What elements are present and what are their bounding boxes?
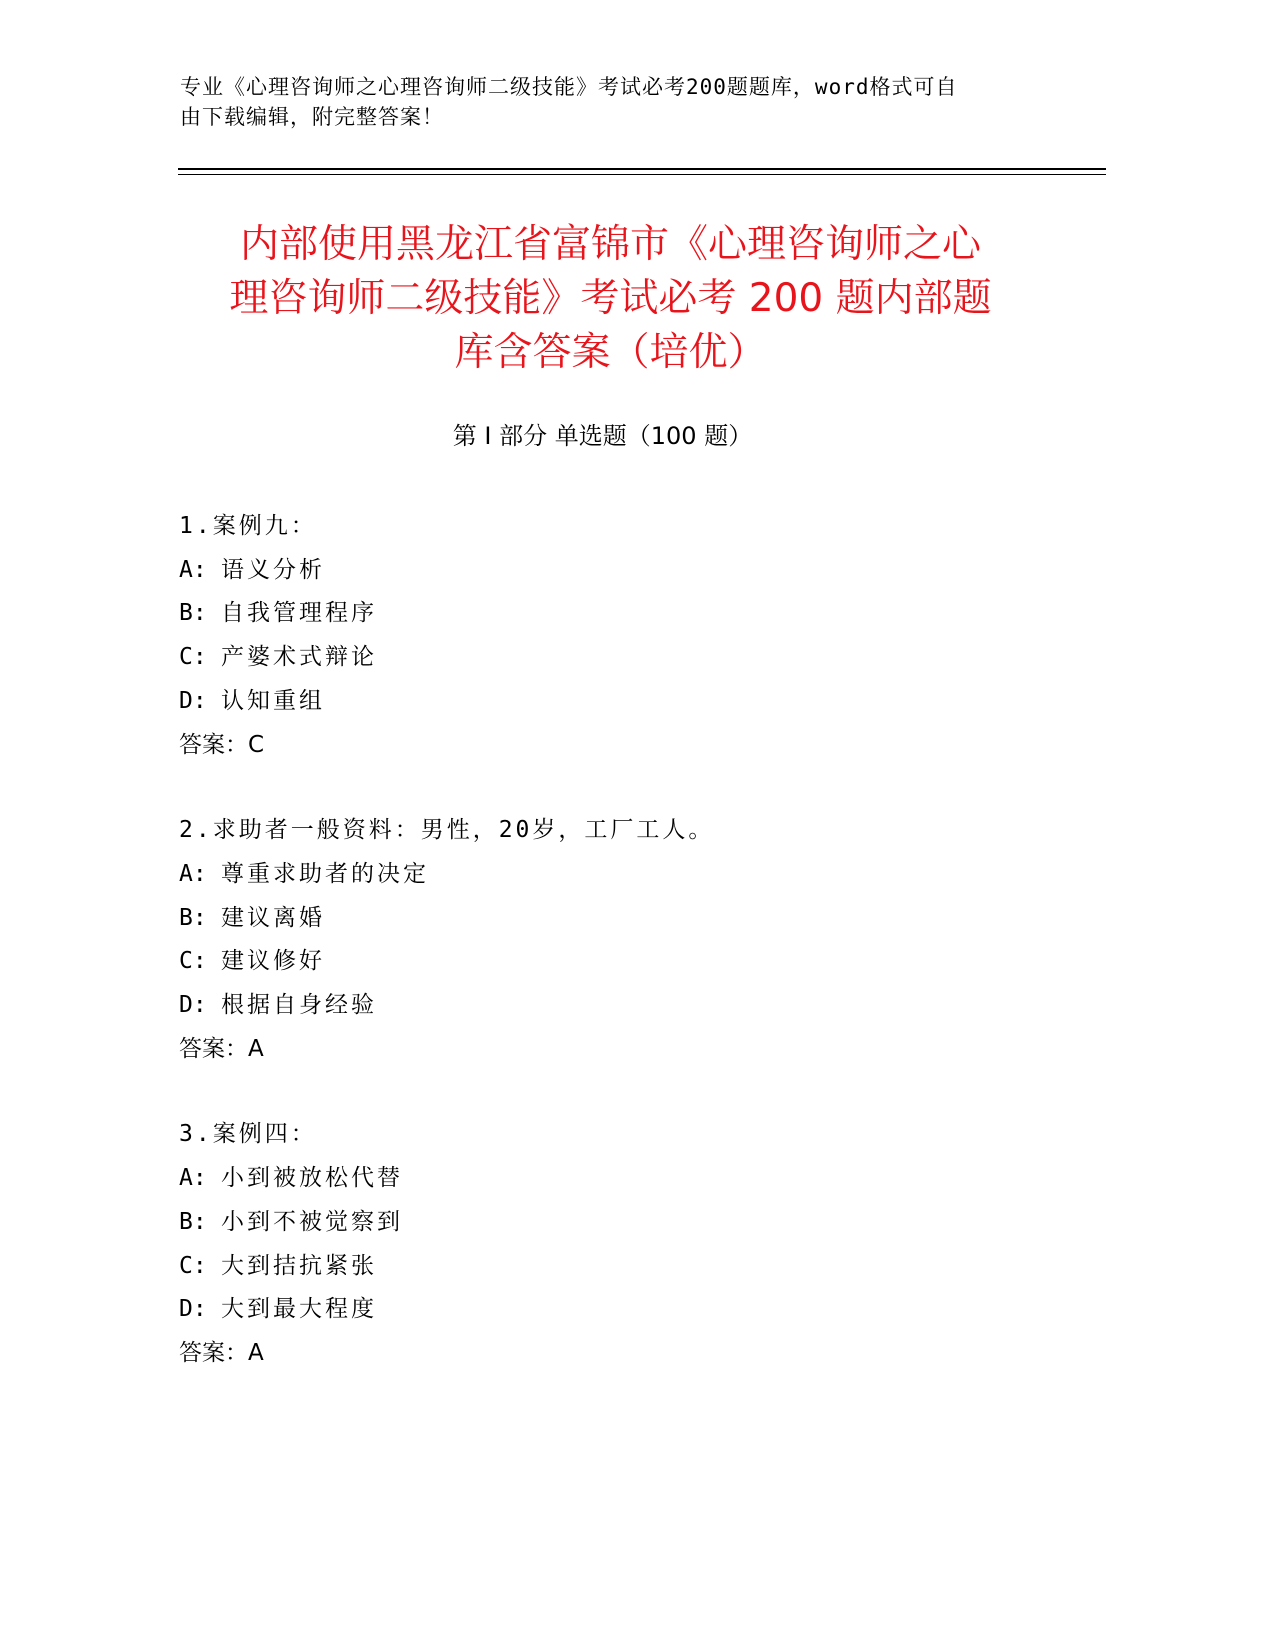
question-stem: 1.案例九： bbox=[179, 513, 317, 539]
option-letter: D: bbox=[179, 1296, 207, 1323]
option-letter: D: bbox=[179, 687, 207, 714]
option-a bbox=[179, 1157, 1079, 1201]
option-c bbox=[179, 940, 1079, 984]
header-divider-thin bbox=[178, 174, 1106, 175]
answer-line: 答案：C bbox=[179, 731, 265, 758]
option-c bbox=[179, 1245, 1079, 1289]
option-text: 认知重组 bbox=[221, 687, 325, 714]
option-c bbox=[179, 636, 1079, 680]
option-text: 建议离婚 bbox=[221, 904, 325, 931]
document-title-line-1: 内部使用黑龙江省富锦市《心理咨询师之心 bbox=[239, 222, 981, 267]
option-letter: B: bbox=[179, 1208, 207, 1235]
document-title-line-3: 库含答案（培优） bbox=[454, 330, 767, 375]
option-letter: D: bbox=[179, 992, 207, 1019]
question-stem: 3.案例四： bbox=[179, 1121, 317, 1148]
option-letter: C: bbox=[179, 644, 207, 671]
option-d bbox=[179, 680, 1079, 724]
option-text: 尊重求助者的决定 bbox=[221, 860, 429, 887]
question-list bbox=[179, 505, 1079, 1418]
option-letter: A: bbox=[179, 1165, 207, 1192]
answer-line: 答案：A bbox=[179, 1339, 264, 1366]
question-item bbox=[179, 505, 1079, 767]
option-d bbox=[179, 984, 1079, 1028]
section-title: 第 I 部分 单选题（100 题） bbox=[452, 422, 753, 450]
option-text: 大到最大程度 bbox=[221, 1296, 377, 1323]
option-letter: A: bbox=[179, 556, 207, 583]
document-title-line-2: 理咨询师二级技能》考试必考 200 题内部题 bbox=[229, 276, 992, 321]
option-text: 产婆术式辩论 bbox=[221, 644, 377, 671]
option-letter: C: bbox=[179, 1252, 207, 1279]
header-note bbox=[180, 72, 1040, 132]
option-text: 语义分析 bbox=[221, 556, 325, 583]
option-letter: B: bbox=[179, 904, 207, 931]
option-d bbox=[179, 1288, 1079, 1332]
header-note-line-2: 由下载编辑，附完整答案！ bbox=[180, 105, 444, 129]
option-text: 大到拮抗紧张 bbox=[221, 1252, 377, 1279]
option-letter: C: bbox=[179, 948, 207, 975]
option-a bbox=[179, 549, 1079, 593]
question-item bbox=[179, 809, 1079, 1071]
option-b bbox=[179, 1201, 1079, 1245]
header-divider-thick bbox=[178, 168, 1106, 170]
option-text: 小到不被觉察到 bbox=[221, 1208, 403, 1235]
option-text: 根据自身经验 bbox=[221, 992, 377, 1019]
option-text: 小到被放松代替 bbox=[221, 1165, 403, 1192]
header-note-line-1: 专业《心理咨询师之心理咨询师二级技能》考试必考200题题库，word格式可自 bbox=[180, 75, 958, 99]
answer-line: 答案：A bbox=[179, 1035, 264, 1062]
document-title bbox=[178, 218, 1043, 380]
option-a bbox=[179, 853, 1079, 897]
option-letter: B: bbox=[179, 600, 207, 627]
option-b bbox=[179, 592, 1079, 636]
question-stem: 2.求助者一般资料：男性，20岁，工厂工人。 bbox=[179, 817, 715, 844]
option-b bbox=[179, 897, 1079, 941]
option-text: 自我管理程序 bbox=[221, 600, 377, 627]
question-item bbox=[179, 1113, 1079, 1375]
option-letter: A: bbox=[179, 860, 207, 887]
option-text: 建议修好 bbox=[221, 948, 325, 975]
